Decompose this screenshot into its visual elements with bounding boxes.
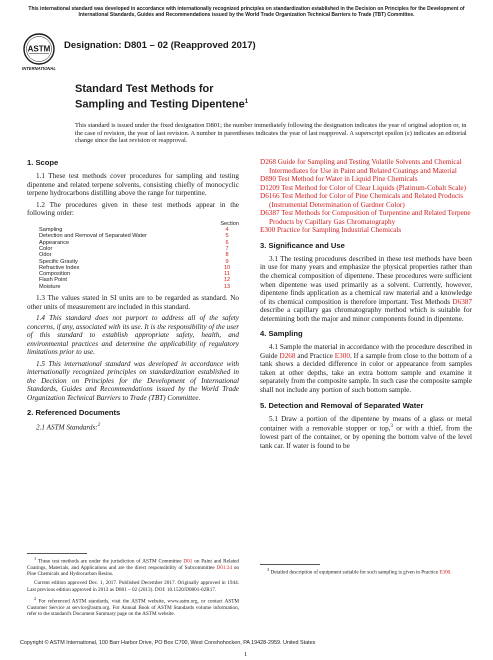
astm-logo (20, 31, 58, 73)
page-number: 1 (244, 651, 248, 658)
section-link[interactable]: 6 (225, 239, 229, 246)
scope-p3: 1.3 The values stated in SI units are to be regarded as standard. No other units of measurement are included in this standard. (27, 294, 239, 311)
logo-subtext: INTERNATIONAL (22, 66, 56, 71)
detection-heading: 5. Detection and Removal of Separated Water (260, 400, 424, 410)
section-link[interactable]: 9 (225, 258, 229, 265)
title-line-2-wrap (75, 96, 248, 111)
left-footnotes (27, 553, 239, 620)
toc-row: Moisture 13 (39, 284, 239, 290)
toc-row: Detection and Removal of Separated Water 5 (39, 233, 239, 239)
ref-item: D268 Guide for Sampling and Testing Volatile Solvents and Chemical Intermediates for Use in Paint and Related Coatings and Material (260, 158, 462, 175)
committee-link[interactable]: D01 (183, 558, 193, 565)
right-footnotes (260, 564, 472, 579)
ref-link[interactable]: D6166 (260, 192, 280, 201)
sampling-heading: 4. Sampling (260, 329, 303, 339)
ref-item: D6387 Test Methods for Composition of Turpentine and Related Terpene Products by Capillary Gas Chromatography (260, 209, 471, 226)
title-line-2: Sampling and Testing Dipentene (75, 98, 245, 111)
logo-text: ASTM (27, 44, 51, 54)
designation: Designation: D801 – 02 (Reapproved 2017) (64, 40, 256, 51)
copyright-line: Copyright © ASTM International, 100 Barr Harbor Drive, PO Box C700, West Conshohocken, PA 19428-2959. United States (20, 640, 316, 646)
ref-item: D6166 Test Method for Color of Pine Chemicals and Related Products (Instrumental Determination of Gardner Color) (260, 192, 463, 209)
section-table (39, 221, 239, 290)
section-link[interactable]: 11 (224, 271, 230, 278)
tbt-notice: This international standard was developed in accordance with internationally recognized principles on standardization established in the Decision on Principles for the Development of International Standards, Guides and Recommendations issued by the World Trade Organization Technical Barriers to Trade (TBT) Committee. (28, 6, 465, 19)
toc-row: Refractive Index 10 (39, 265, 239, 271)
toc-row: Flash Point 12 (39, 277, 239, 283)
toc-header: Section (220, 220, 239, 227)
right-column (260, 158, 472, 453)
scope-p2: 1.2 The procedures given in these test methods appear in the following order: (27, 200, 239, 218)
referenced-p1: 2.1 ASTM Standards:$^2$ (36, 422, 101, 431)
subcommittee-link[interactable]: D01.34 (216, 564, 232, 571)
practice-link[interactable]: E300 (334, 351, 350, 360)
referenced-heading: 2. Referenced Documents (27, 407, 121, 417)
footnote-edition: Current edition approved Dec. 1, 2017. Published December 2017. Originally approved in 1944. Last previous edition approved in 2013 as D801 – 02 (2013). DOI: 10.1520/D0801-02R17. (27, 580, 239, 593)
section-link[interactable]: 13 (223, 283, 231, 290)
footnote-mark: 3 (390, 424, 393, 430)
toc-row: Color 7 (39, 246, 239, 252)
footnote-2: $^2$ For referenced ASTM standards, visit the ASTM website, www.astm.org, or contact ASTM Customer Service at service@astm.org. For Annual Book of ASTM Standards volume information, refer to the standard's Document Summary page on the ASTM website. (27, 595, 239, 617)
title-footnote-mark: 1 (244, 98, 249, 105)
scope-p5: 1.5 This international standard was developed in accordance with internationally recognized principles on standardization established in the Decision on Principles for the Development of International Standards, Guides and Recommendations issued by the World Trade Organization Technical Barriers to Trade (TBT) Committee. (27, 359, 239, 403)
standard-title (75, 83, 248, 111)
left-column (27, 158, 239, 435)
toc-row: Sampling 4 (39, 227, 239, 233)
toc-row: Odor 8 (39, 252, 239, 258)
significance-p1: 3.1 The testing procedures described in these test methods have been in use for many years and emphasize the physical properties rather than the chemical composition of dipentene. These procedures were sufficient when dipentene was used primarily as a solvent. Currently, however, dipentene finds application as a chemical raw material and a knowledge of its chemical composition is therefore important. Test Methods D6387 describe a capillary gas chromatography method which is suitable for determining both the major and minor components found in dipentene. (260, 254, 472, 323)
ref-link[interactable]: D1209 (260, 183, 280, 192)
section-link[interactable]: 4 (225, 227, 229, 234)
ref-link[interactable]: D890 (260, 175, 276, 184)
toc-row: Specific Gravity 9 (39, 259, 239, 265)
scope-heading: 1. Scope (27, 158, 59, 167)
section-link[interactable]: 5 (225, 233, 229, 240)
section-link[interactable]: 7 (225, 245, 229, 252)
ref-item: D890 Test Method for Water in Liquid Pine Chemicals (260, 175, 418, 184)
scope-p1: 1.1 These test methods cover procedures for sampling and testing dipentene and related terpene solvents, consisting chiefly of monocyclic terpene hydrocarbons distilling above the range for turpentine. (27, 172, 239, 198)
toc-row: Appearance 6 (39, 240, 239, 246)
section-link[interactable]: 8 (225, 252, 229, 259)
footnote-rule (27, 553, 87, 554)
ref-item: E300 Practice for Sampling Industrial Chemicals (260, 226, 402, 235)
detection-p1: 5.1 Draw a portion of the dipentene by means of a glass or metal container with a removable stopper or top,$^3$ or with a thief, from the lowest part of the container, or by opening the bottom valve of the level tank car. If water is found to be (260, 414, 472, 450)
method-link[interactable]: D6387 (452, 297, 472, 306)
significance-heading: 3. Significance and Use (260, 240, 345, 250)
guide-link[interactable]: D268 (279, 351, 296, 360)
footnote-rule (260, 564, 320, 565)
ref-item: D1209 Test Method for Color of Clear Liquids (Platinum-Cobalt Scale) (260, 183, 466, 192)
toc-row: Composition 11 (39, 271, 239, 277)
scope-p4: 1.4 This standard does not purport to address all of the safety concerns, if any, associated with its use. It is the responsibility of the user of this standard to establish appropriate safety, health, and environmental practices and determine the applicability of regulatory limitations prior to use. (27, 314, 239, 357)
section-link[interactable]: 12 (223, 277, 231, 284)
footnote-3: $^3$ Detailed description of equipment suitable for such sampling is given in Practice E300. (267, 567, 452, 576)
ref-link[interactable]: D268 (260, 158, 276, 166)
ref-link[interactable]: E300 (260, 226, 276, 235)
sampling-p1: 4.1 Sample the material in accordance with the procedure described in Guide D268 and Practice E300. If a sample from close to the bottom of a tank shows a decided difference in color or appearance from samples taken at other depths, take an extra bottom sample and examine it separately from the composite sample. In such case the composite sample shall not include any portion of such bottom sample. (260, 343, 472, 395)
footnote-1: $^1$ These test methods are under the jurisdiction of ASTM Committee D01 on Paint and Related Coatings, Materials, and Applications and are the direct responsibility of Subcommittee D01.34 on Pine Chemicals and Hydrocarbon Resins. (27, 556, 240, 578)
footnote-mark: 2 (97, 422, 101, 428)
practice-link[interactable]: E300 (439, 569, 451, 576)
section-link[interactable]: 10 (223, 264, 231, 271)
title-line-1: Standard Test Methods for (75, 83, 214, 95)
standard-note: This standard is issued under the fixed designation D801; the number immediately following the designation indicates the year of original adoption or, in the case of revision, the year of last revision. A number in parentheses indicates the year of last reapproval. A superscript epsilon (ε) indicates an editorial change since the last revision or reapproval. (75, 122, 467, 145)
ref-link[interactable]: D6387 (260, 209, 280, 218)
